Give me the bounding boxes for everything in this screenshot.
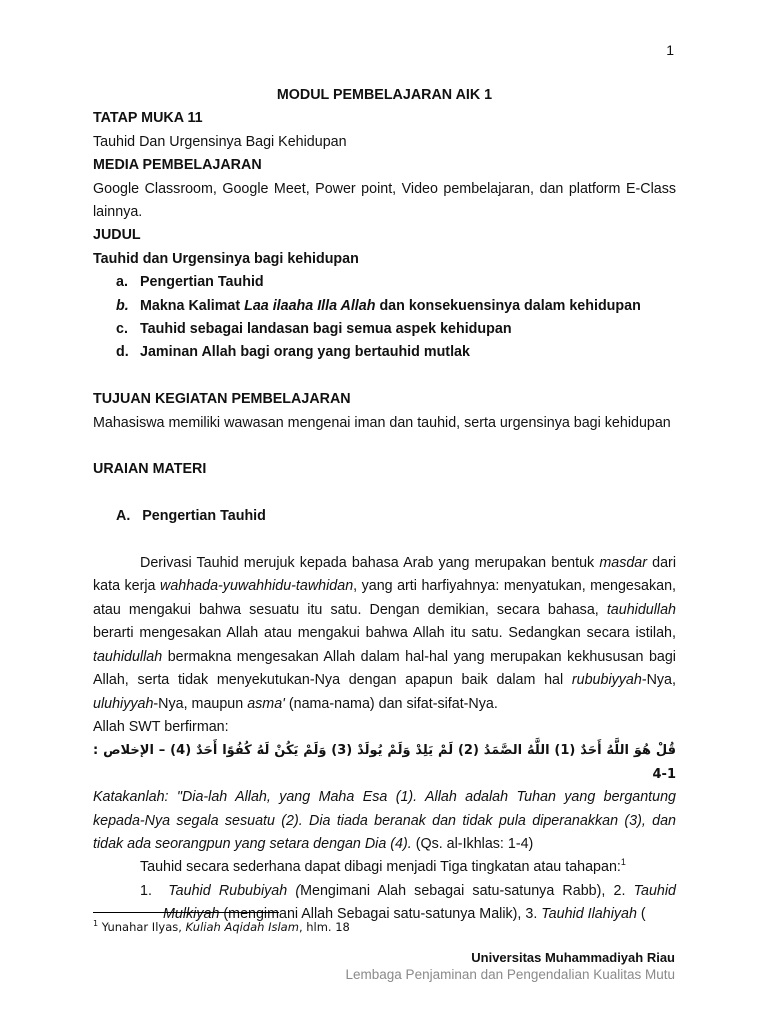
section-label: A. <box>116 508 131 525</box>
footnote-book: Kuliah Aqidah Islam <box>185 920 299 934</box>
media-heading: MEDIA PEMBELAJARAN <box>93 157 262 174</box>
page-footer <box>346 950 675 982</box>
verse-translation <box>93 786 676 856</box>
list-item <box>93 271 676 294</box>
subtitle: Tauhid Dan Urgensinya Bagi Kehidupan <box>93 133 347 150</box>
tujuan-heading: TUJUAN KEGIATAN PEMBELAJARAN <box>93 391 351 408</box>
tujuan-text: Mahasiswa memiliki wawasan mengenai iman dan tauhid, serta urgensinya bagi kehidupan <box>93 414 671 431</box>
spacer <box>93 365 676 388</box>
list-item <box>93 341 676 364</box>
list-item-italic: Laa ilaaha Illa Allah <box>244 297 376 314</box>
footnote-page: , hlm. 18 <box>298 920 350 934</box>
section-a-heading <box>93 505 676 528</box>
footnote-ref[interactable]: 1 <box>620 857 626 868</box>
list-item-label: c. <box>116 321 128 338</box>
footnote <box>93 920 350 934</box>
list-item-label: b. <box>116 297 129 314</box>
tauhid-intro: Tauhid secara sederhana dapat dibagi menjadi Tiga tingkatan atau tahapan:$^1$ <box>140 857 626 876</box>
list-item-text-end: dan konsekuensinya dalam kehidupan <box>375 297 641 314</box>
footnote-divider <box>93 912 279 913</box>
list-item-text: Jaminan Allah bagi orang yang bertauhid mutlak <box>140 344 470 361</box>
list-item <box>93 318 676 341</box>
footnote-author: Yunahar Ilyas, <box>101 920 186 934</box>
arabic-verse: قُلْ هُوَ اللَّهُ أَحَدٌ (1) اللَّهُ الصَّمَدُ (2) لَمْ يَلِدْ وَلَمْ يُولَدْ (3) وَلَمْ يَكُنْ لَهُ كُفُوًا أَحَدٌ (4) – الإخلاص : 1-4 <box>93 743 676 782</box>
judul-text: Tauhid dan Urgensinya bagi kehidupan <box>93 250 359 267</box>
section-title: Pengertian Tauhid <box>142 508 266 525</box>
media-text: Google Classroom, Google Meet, Power point, Video pembelajaran, dan platform E-Class lainnya. <box>93 180 676 221</box>
allah-berfirman: Allah SWT berfirman: <box>93 718 229 735</box>
university-name: Universitas Muhammadiyah Riau <box>471 950 675 965</box>
institution-name: Lembaga Penjaminan dan Pengendalian Kualitas Mutu <box>345 967 675 982</box>
spacer <box>93 482 676 505</box>
list-item-text: Pengertian Tauhid <box>140 274 264 291</box>
tatap-muka-heading: TATAP MUKA 11 <box>93 110 203 127</box>
paragraph-derivasi: Derivasi Tauhid merujuk kepada bahasa Arab yang merupakan bentuk masdar dari kata kerja wahhada-yuwahhidu-tawhidan, yang arti harfiyahnya: menyatukan, mengesakan, atau mengakui bahwa sesuatu itu satu. Dengan demikian, secara bahasa, tauhidullah berarti mengesakan Allah atau mengakui bahwa Allah itu satu. Sedangkan secara istilah, tauhidullah bermakna mengesakan Allah dalam hal-hal yang merupakan kekhususan bagi Allah, serta tidak menyekutukan-Nya dengan apapun baik dalam hal rububiyyah-Nya, uluhiyyah-Nya, maupun asma' (nama-nama) dan sifat-sifat-Nya. <box>93 555 676 712</box>
footnote-number: 1 <box>93 919 99 929</box>
tauhid-levels: 1. Tauhid Rububiyah (Mengimani Alah sebagai satu-satunya Rabb), 2. Tauhid Mulkiyah (mengimani Allah Sebagai satu-satunya Malik), 3. Tauhid Ilahiyah ( <box>140 882 676 923</box>
translation-reference: (Qs. al-Ikhlas: 1-4) <box>411 835 534 852</box>
document-title: MODUL PEMBELAJARAN AIK 1 <box>276 87 493 103</box>
list-item-text: Tauhid sebagai landasan bagi semua aspek kehidupan <box>140 321 512 338</box>
uraian-heading: URAIAN MATERI <box>93 461 207 478</box>
list-item <box>93 295 676 318</box>
judul-list <box>93 271 676 365</box>
spacer <box>93 529 676 552</box>
list-item-text: Makna Kalimat <box>140 297 245 314</box>
page-number: 1 <box>666 42 674 58</box>
list-item-label: d. <box>116 344 129 361</box>
page-content <box>93 84 676 927</box>
translation-italic: Katakanlah: "Dia-lah Allah, yang Maha Esa (1). Allah adalah Tuhan yang bergantung kepada-Nya segala sesuatu (2). Dia tiada beranak dan tidak pula diperanakkan (3), dan tidak ada seorangpun yang setara dengan Dia (4). <box>93 789 676 852</box>
list-item-label: a. <box>116 274 128 291</box>
judul-heading: JUDUL <box>93 227 141 244</box>
spacer <box>93 435 676 458</box>
